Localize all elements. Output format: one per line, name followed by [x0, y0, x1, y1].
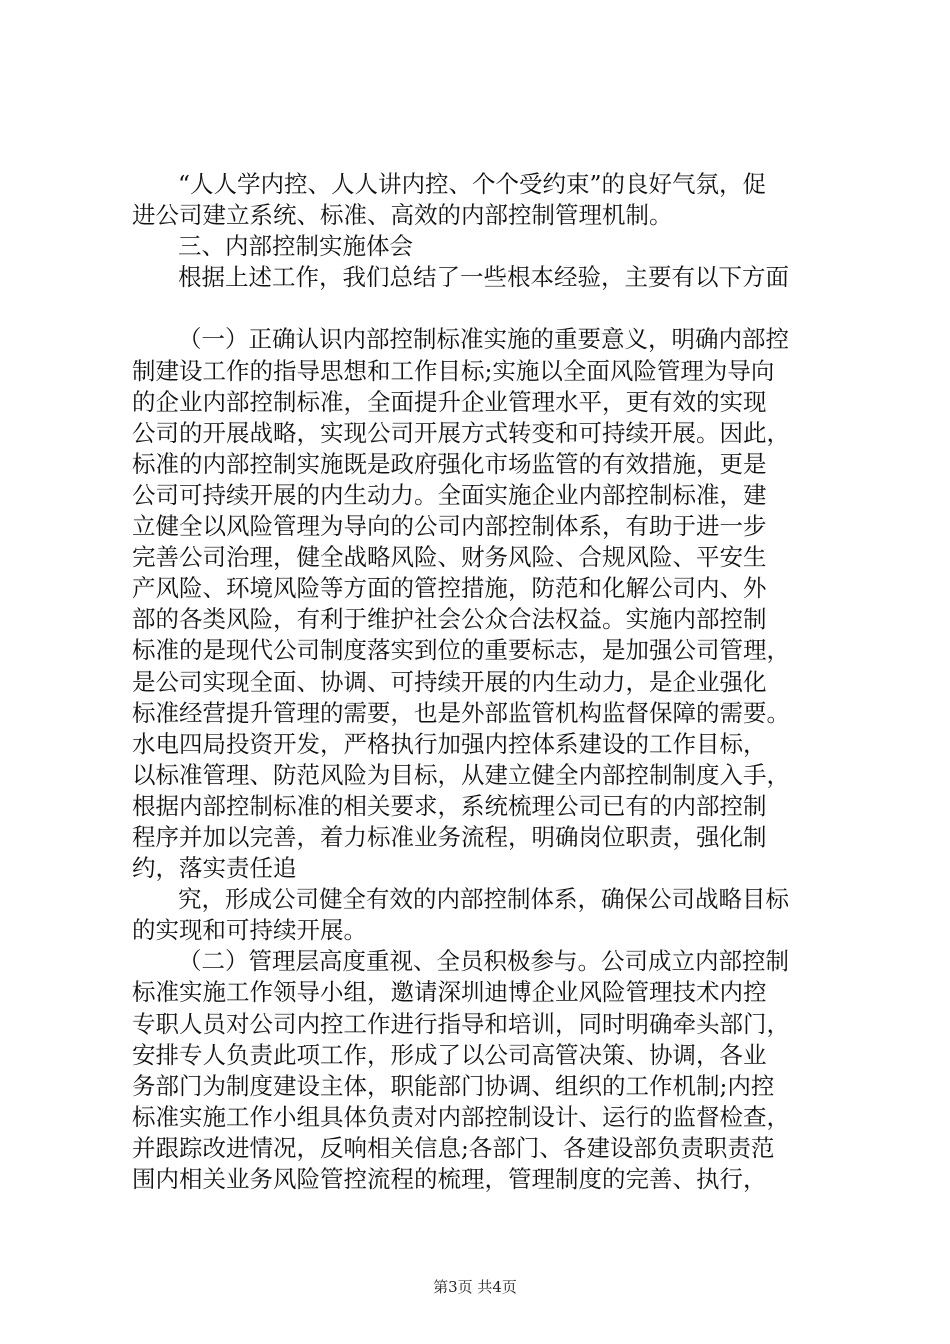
text-line: 究，形成公司健全有效的内部控制体系，确保公司战略目标 — [178, 885, 789, 914]
text-line: 围内相关业务风险管控流程的梳理，管理制度的完善、执行， — [132, 1165, 767, 1193]
page-number: 第3页 共4页 — [433, 1278, 517, 1296]
text-line: 的实现和可持续开展。 — [132, 916, 367, 945]
text-line: 制建设工作的指导思想和工作目标;实施以全面风险管理为导向 — [132, 356, 775, 385]
text-line: 标准的内部控制实施既是政府强化市场监管的有效措施，更是 — [132, 449, 767, 478]
text-line: 约，落实责任追 — [132, 854, 297, 883]
text-line: 公司可持续开展的内生动力。全面实施企业内部控制标准，建 — [132, 480, 767, 509]
text-line: 部的各类风险，有利于维护社会公众合法权益。实施内部控制 — [132, 605, 767, 634]
text-line: 完善公司治理，健全战略风险、财务风险、合规风险、平安生 — [132, 543, 767, 572]
text-line: “人人学内控、人人讲内控、个个受约束”的良好气氛，促 — [178, 170, 767, 198]
text-line: 根据上述工作，我们总结了一些根本经验，主要有以下方面 — [178, 263, 789, 292]
text-line: 公司的开展战略，实现公司开展方式转变和可持续开展。因此， — [132, 418, 790, 447]
text-line: 专职人员对公司内控工作进行指导和培训，同时明确牵头部门， — [132, 1009, 790, 1038]
text-line: 产风险、环境风险等方面的管控措施，防范和化解公司内、外 — [132, 574, 767, 603]
text-line: 标准的是现代公司制度落实到位的重要标志，是加强公司管理， — [132, 636, 790, 665]
text-line: 标准实施工作小组具体负责对内部控制设计、运行的监督检查， — [132, 1102, 790, 1131]
text-line: （一）正确认识内部控制标准实施的重要意义，明确内部控 — [178, 325, 789, 354]
text-line: 是公司实现全面、协调、可持续开展的内生动力，是企业强化 — [132, 667, 767, 696]
text-line: 水电四局投资开发，严格执行加强内控体系建设的工作目标， — [132, 729, 767, 758]
document-body — [132, 169, 832, 1195]
text-line: 安排专人负责此项工作，形成了以公司高管决策、协调，各业 — [132, 1040, 767, 1069]
text-line: 的企业内部控制标准，全面提升企业管理水平，更有效的实现 — [132, 387, 767, 416]
text-line: 进公司建立系统、标准、高效的内部控制管理机制。 — [132, 201, 673, 230]
blank-line — [132, 293, 832, 324]
text-line: 根据内部控制标准的相关要求，系统梳理公司已有的内部控制 — [132, 791, 767, 820]
text-line: 立健全以风险管理为导向的公司内部控制体系，有助于进一步 — [132, 512, 767, 541]
text-line: （二）管理层高度重视、全员积极参与。公司成立内部控制 — [178, 947, 789, 976]
text-line: 标准经营提升管理的需要，也是外部监管机构监督保障的需要。 — [132, 698, 790, 727]
section-heading: 三、内部控制实施体会 — [178, 232, 413, 261]
text-line: 以标准管理、防范风险为目标，从建立健全内部控制制度入手， — [132, 760, 790, 789]
text-line: 程序并加以完善，着力标准业务流程，明确岗位职责，强化制 — [132, 822, 767, 851]
text-line: 务部门为制度建设主体，职能部门协调、组织的工作机制;内控 — [132, 1071, 775, 1100]
text-line: 并跟踪改进情况，反响相关信息;各部门、各建设部负责职责范 — [132, 1133, 775, 1162]
text-line: 标准实施工作领导小组，邀请深圳迪博企业风险管理技术内控 — [132, 978, 767, 1007]
page-footer — [0, 1276, 950, 1297]
